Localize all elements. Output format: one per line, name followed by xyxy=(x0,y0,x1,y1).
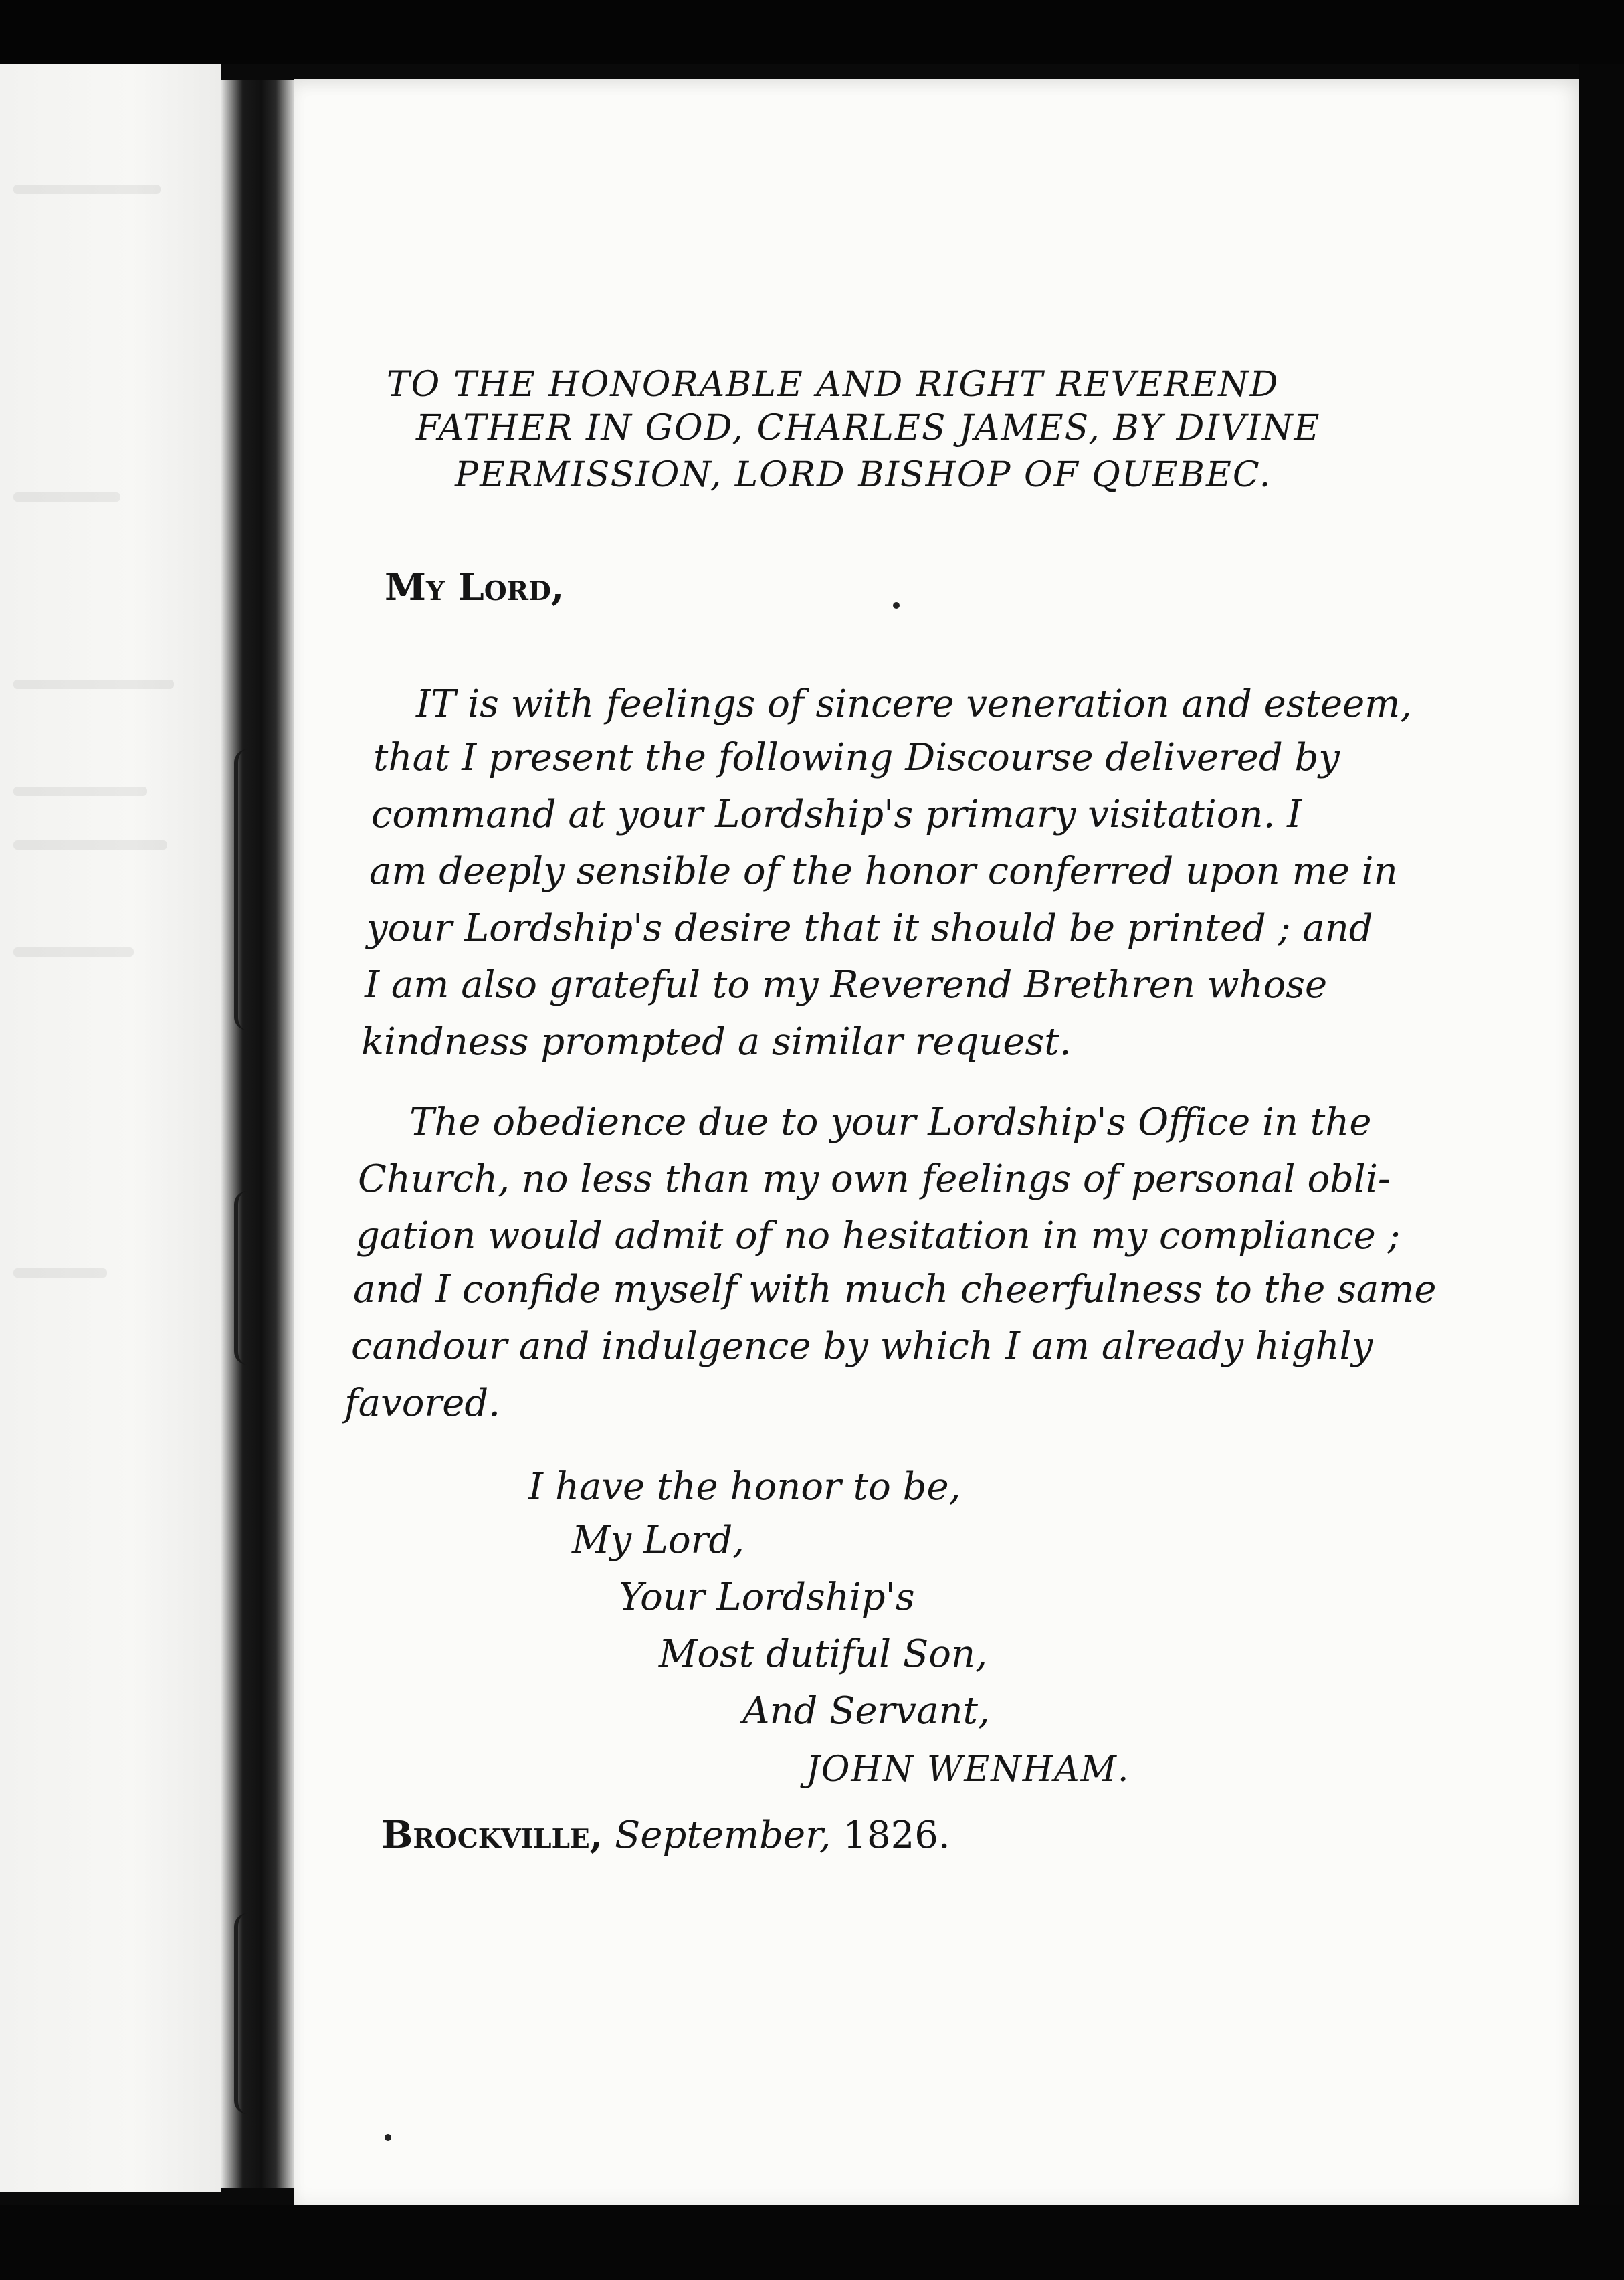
dedication-heading-line-2: FATHER IN GOD, CHARLES JAMES, BY DIVINE xyxy=(416,408,1321,448)
paragraph-2-line: Church, no less than my own feelings of personal obli- xyxy=(358,1157,1391,1201)
handwritten-margin-mark xyxy=(234,1913,285,2114)
dedication-heading-line-3: PERMISSION, LORD BISHOP OF QUEBEC. xyxy=(455,455,1272,495)
bleed-through-line xyxy=(13,947,134,957)
dateline-year: 1826. xyxy=(843,1814,950,1857)
handwritten-margin-mark xyxy=(234,1191,285,1365)
paragraph-1-line: your Lordship's desire that it should be printed ; and xyxy=(367,907,1373,950)
signature: JOHN WENHAM. xyxy=(806,1749,1130,1790)
bleed-through-line xyxy=(13,492,120,502)
bleed-through-line xyxy=(13,185,161,194)
closing-line: I have the honor to be, xyxy=(528,1465,961,1509)
ink-speck xyxy=(893,602,900,609)
paragraph-1-line: IT is with feelings of sincere veneration and esteem, xyxy=(416,682,1413,726)
dateline xyxy=(381,1813,950,1857)
handwritten-margin-mark xyxy=(234,749,285,1030)
scan-right-border xyxy=(1579,64,1624,2280)
paragraph-2-line: favored. xyxy=(344,1382,501,1425)
salutation: My Lord, xyxy=(385,565,565,609)
bleed-through-line xyxy=(13,840,167,850)
bleed-through-line xyxy=(13,680,174,689)
book-binding-gutter xyxy=(221,80,294,2188)
paragraph-1-line: command at your Lordship's primary visitation. I xyxy=(371,793,1302,836)
scan-top-border xyxy=(0,0,1624,64)
closing-line: Your Lordship's xyxy=(619,1576,915,1619)
dateline-place: Brockville, xyxy=(381,1813,603,1857)
closing-line: My Lord, xyxy=(572,1519,745,1562)
paragraph-2-line: and I confide myself with much cheerfulness to the same xyxy=(353,1268,1437,1311)
paragraph-1-line: I am also grateful to my Reverend Brethren whose xyxy=(365,963,1328,1007)
paragraph-2-line: gation would admit of no hesitation in my compliance ; xyxy=(356,1214,1401,1258)
bleed-through-line xyxy=(13,1268,107,1278)
ink-speck xyxy=(385,2134,391,2141)
paragraph-2-line: candour and indulgence by which I am already highly xyxy=(351,1325,1373,1368)
bleed-through-line xyxy=(13,787,147,796)
closing-line: And Servant, xyxy=(742,1689,990,1733)
paragraph-2-line: The obedience due to your Lordship's Office in the xyxy=(409,1101,1372,1144)
paragraph-1-line: kindness prompted a similar request. xyxy=(361,1020,1072,1064)
dedication-heading-line-1: TO THE HONORABLE AND RIGHT REVEREND xyxy=(387,365,1280,405)
closing-line: Most dutiful Son, xyxy=(659,1632,987,1676)
dateline-month: September, xyxy=(615,1814,831,1857)
left-page-edge xyxy=(0,64,221,2192)
paragraph-1-line: that I present the following Discourse delivered by xyxy=(373,736,1340,779)
paragraph-1-line: am deeply sensible of the honor conferred upon me in xyxy=(369,850,1398,893)
scan-bottom-border xyxy=(0,2205,1624,2280)
